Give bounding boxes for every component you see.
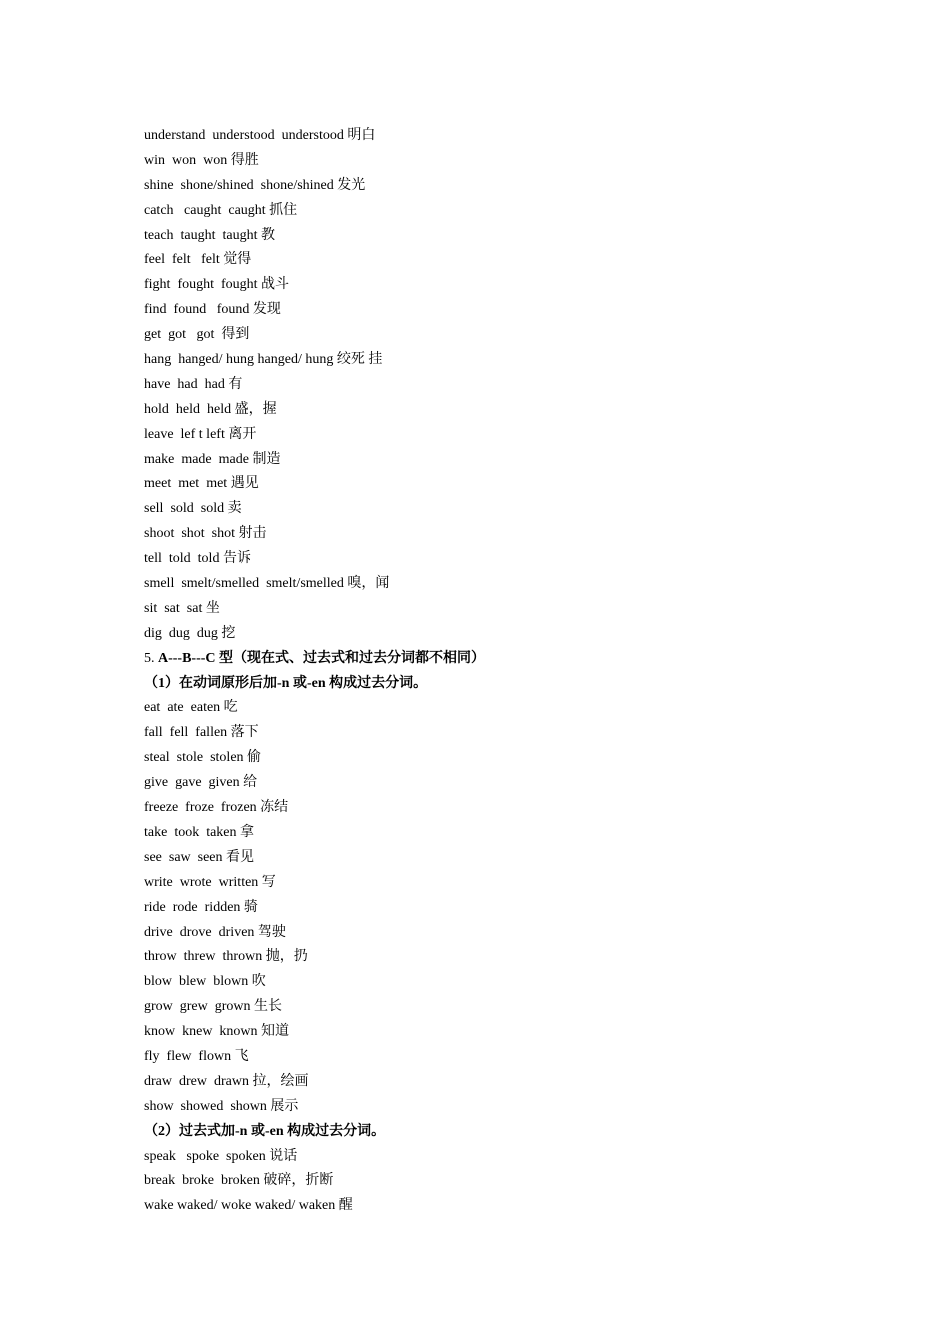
verb-entry: dig dug dug 挖 <box>144 625 236 641</box>
verb-entry: sell sold sold 卖 <box>144 501 242 517</box>
verb-entry: write wrote written 写 <box>144 874 276 890</box>
verb-entry: drive drove driven 驾驶 <box>144 924 286 940</box>
verb-entry: tell told told 告诉 <box>144 551 251 567</box>
section-number: 5. <box>144 650 158 666</box>
verb-entry: blow blew blown 吹 <box>144 974 266 990</box>
verb-entry: know knew known 知道 <box>144 1024 290 1040</box>
verb-entry: break broke broken 破碎，折断 <box>144 1173 334 1189</box>
verb-entry: steal stole stolen 偷 <box>144 750 262 766</box>
verb-entry: wake waked/ woke waked/ waken 醒 <box>144 1198 353 1214</box>
verb-entry: draw drew drawn 拉，绘画 <box>144 1073 309 1089</box>
verb-entry: speak spoke spoken 说话 <box>144 1148 298 1164</box>
section-heading <box>144 647 844 672</box>
subsection-heading: （2）过去式加-n 或-en 构成过去分词。 <box>144 1123 386 1139</box>
document-page <box>144 124 844 1219</box>
verb-entry: throw threw thrown 抛，扔 <box>144 949 308 965</box>
verb-entry: shine shone/shined shone/shined 发光 <box>144 177 366 193</box>
verb-entry: see saw seen 看见 <box>144 849 255 865</box>
verb-entry: hold held held 盛，握 <box>144 401 277 417</box>
verb-entry: win won won 得胜 <box>144 152 259 168</box>
section-title: A---B---C 型（现在式、过去式和过去分词都不相同） <box>158 650 486 666</box>
verb-entry: eat ate eaten 吃 <box>144 700 238 716</box>
verb-entry: ride rode ridden 骑 <box>144 899 258 915</box>
verb-entry: make made made 制造 <box>144 451 281 467</box>
subsection-heading: （1）在动词原形后加-n 或-en 构成过去分词。 <box>144 675 428 691</box>
verb-entry: leave lef t left 离开 <box>144 426 257 442</box>
verb-entry: feel felt felt 觉得 <box>144 252 252 268</box>
verb-entry: fly flew flown 飞 <box>144 1048 249 1064</box>
verb-entry: give gave given 给 <box>144 775 258 791</box>
verb-entry: freeze froze frozen 冻结 <box>144 800 289 816</box>
verb-entry: catch caught caught 抓住 <box>144 202 298 218</box>
verb-entry: grow grew grown 生长 <box>144 999 283 1015</box>
verb-entry: hang hanged/ hung hanged/ hung 绞死 挂 <box>144 352 383 368</box>
verb-entry: smell smelt/smelled smelt/smelled 嗅，闻 <box>144 576 390 592</box>
verb-entry: show showed shown 展示 <box>144 1098 299 1114</box>
verb-entry: understand understood understood 明白 <box>144 128 376 143</box>
verb-entry: get got got 得到 <box>144 327 250 343</box>
verb-entry: take took taken 拿 <box>144 824 255 840</box>
verb-entry: fight fought fought 战斗 <box>144 277 290 293</box>
verb-entry: sit sat sat 坐 <box>144 600 220 616</box>
verb-entry: find found found 发现 <box>144 302 281 318</box>
verb-entry: fall fell fallen 落下 <box>144 725 259 741</box>
verb-entry: meet met met 遇见 <box>144 476 259 492</box>
verb-entry: teach taught taught 教 <box>144 227 276 243</box>
verb-entry: shoot shot shot 射击 <box>144 526 267 542</box>
verb-entry: have had had 有 <box>144 376 243 392</box>
